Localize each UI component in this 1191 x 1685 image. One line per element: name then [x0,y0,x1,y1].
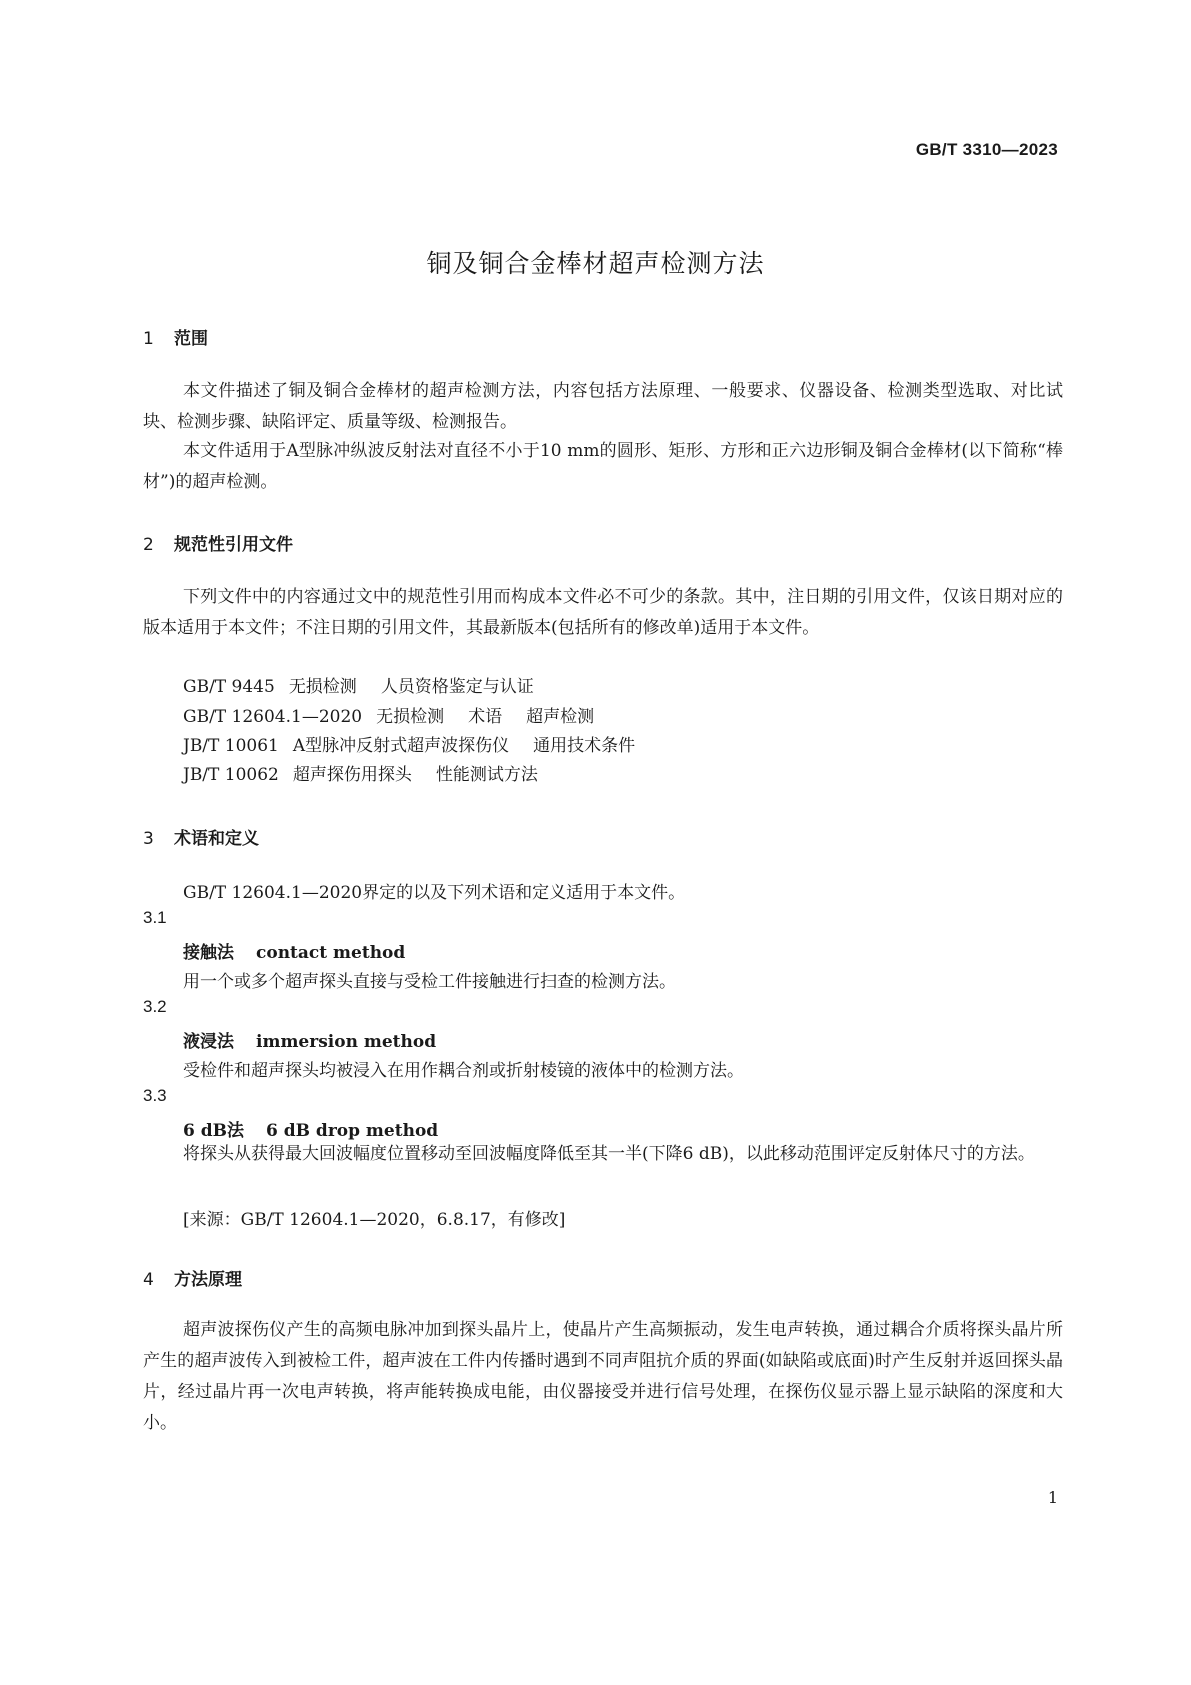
section-4-paragraph: 超声波探伤仪产生的高频电脉冲加到探头晶片上，使晶片产生高频振动，发生电声转换，通过耦合介质将探头晶片所产生的超声波传入到被检工件，超声波在工件内传播时遇到不同声阻抗介质的界面(如缺陷或底面)时产生反射并返回探头晶片，经过晶片再一次电声转换，将声能转换成电能，由仪器接受并进行信号处理，在探伤仪显示器上显示缺陷的深度和大小。 [143,1320,1063,1433]
section-3-intro: GB/T 12604.1—2020界定的以及下列术语和定义适用于本文件。 [183,883,686,903]
section-2-intro: 下列文件中的内容通过文中的规范性引用而构成本文件必不可少的条款。其中，注日期的引用文件，仅该日期对应的版本适用于本文件；不注日期的引用文件，其最新版本(包括所有的修改单)适用于本文件。 [143,587,1063,638]
term-source: [来源：GB/T 12604.1—2020，6.8.17，有修改] [183,1210,566,1230]
term-definition: 将探头从获得最大回波幅度位置移动至回波幅度降低至其一半(下降6 dB)，以此移动范围评定反射体尺寸的方法。 [183,1144,1035,1164]
section-1-paragraph-1: 本文件描述了铜及铜合金棒材的超声检测方法，内容包括方法原理、一般要求、仪器设备、检测类型选取、对比试块、检测步骤、缺陷评定、质量等级、检测报告。 [143,381,1063,432]
clause-number: 3.2 [143,997,167,1016]
term-entry: 接触法 contact method [183,943,406,963]
reference-item: JB/T 10062 超声探伤用探头 性能测试方法 [183,765,538,785]
reference-item: GB/T 9445 无损检测 人员资格鉴定与认证 [183,677,534,697]
section-title: 范围 [174,329,208,349]
document-title: 铜及铜合金棒材超声检测方法 [426,249,765,278]
section-title: 术语和定义 [174,829,259,849]
term-entry: 液浸法 immersion method [183,1032,437,1052]
reference-item: JB/T 10061 A型脉冲反射式超声波探伤仪 通用技术条件 [183,736,636,756]
term-definition: 用一个或多个超声探头直接与受检工件接触进行扫查的检测方法。 [183,972,676,992]
term-definition: 受检件和超声探头均被浸入在用作耦合剂或折射棱镜的液体中的检测方法。 [183,1061,744,1081]
section-1-heading [143,324,208,349]
reference-item: GB/T 12604.1—2020 无损检测 术语 超声检测 [183,707,595,727]
section-number: 4 [143,1270,154,1290]
section-number: 1 [143,329,154,349]
page-number: 1 [1047,1488,1058,1507]
section-title: 规范性引用文件 [174,535,293,555]
section-number: 2 [143,535,154,555]
section-1-paragraph-2: 本文件适用于A型脉冲纵波反射法对直径不小于10 mm的圆形、矩形、方形和正六边形铜及铜合金棒材(以下简称“棒材”)的超声检测。 [143,441,1063,492]
clause-number: 3.1 [143,908,167,927]
section-4-heading [143,1265,242,1290]
section-3-heading [143,824,259,849]
section-number: 3 [143,829,154,849]
standard-number: GB/T 3310—2023 [915,140,1058,159]
section-2-heading [143,530,293,555]
clause-number: 3.3 [143,1086,167,1105]
section-title: 方法原理 [174,1270,242,1290]
term-entry: 6 dB法 6 dB drop method [183,1121,439,1141]
